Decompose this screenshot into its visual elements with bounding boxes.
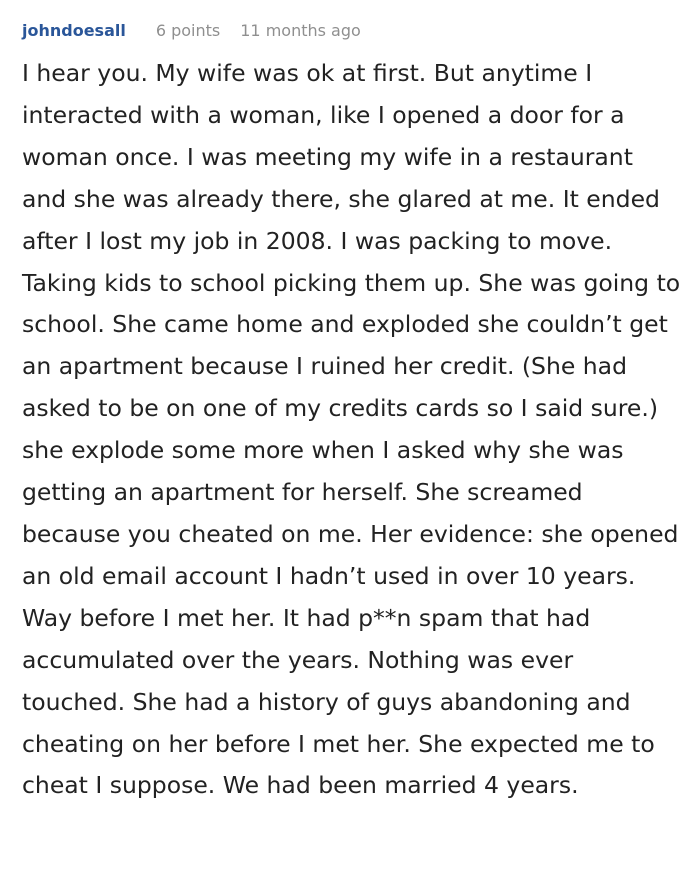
comment-meta <box>22 19 700 43</box>
comment-body: I hear you. My wife was ok at first. But anytime I interacted with a woman, like I opened a door for a woman once. I was meeting my wife in a restaurant and she was already there, she glared at me. It ended after I lost my job in 2008. I was packing to move. Taking kids to school picking them up. She was going to school. She came home and exploded she couldn’t get an apartment because I ruined her credit. (She had asked to be on one of my credits cards so I said sure.) she explode some more when I asked why she was getting an apartment for herself. She screamed because you cheated on me. Her evidence: she opened an old email account I hadn’t used in over 10 years. Way before I met her. It had p**n spam that had accumulated over the years. Nothing was ever touched. She had a history of guys abandoning and cheating on her before I met her. She expected me to cheat I suppose. We had been married 4 years. <box>22 59 681 800</box>
username-link[interactable]: johndoesall <box>22 21 126 40</box>
timestamp: 11 months ago <box>240 21 361 40</box>
points-count: 6 points <box>155 21 221 40</box>
